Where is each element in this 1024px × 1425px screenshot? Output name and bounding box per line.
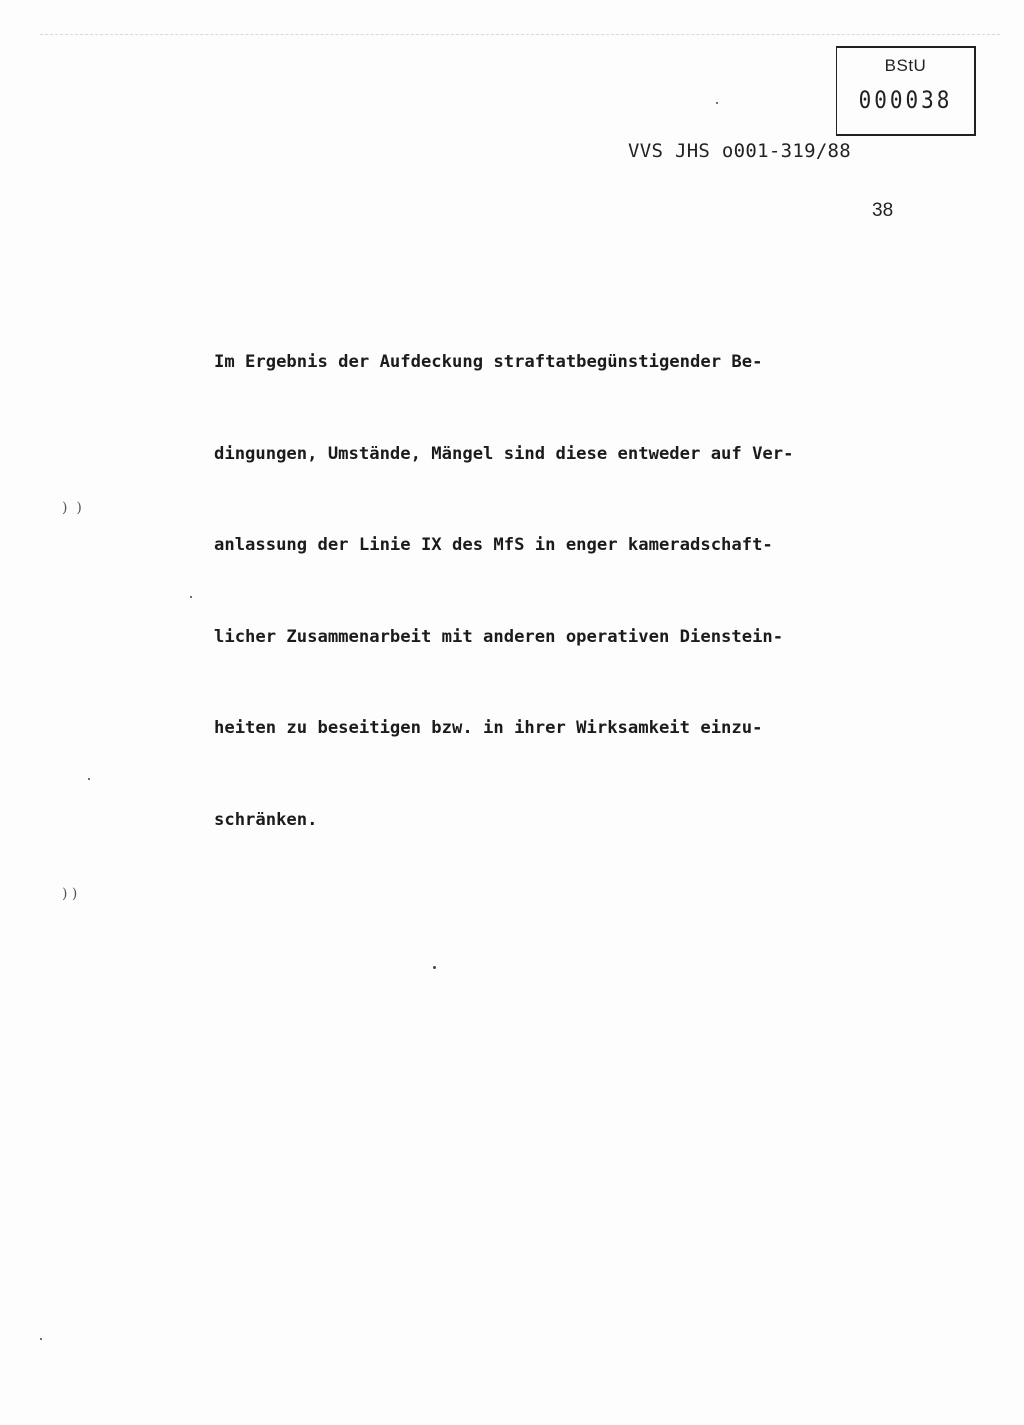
stamp-label: BStU <box>884 56 927 75</box>
scan-speck <box>190 596 192 598</box>
body-line-6: schränken. <box>214 809 318 830</box>
punch-hole-mark-upper: ) ) <box>62 500 82 516</box>
scan-speck <box>40 1338 42 1340</box>
page-top-edge <box>40 34 1000 35</box>
body-paragraph <box>214 286 874 896</box>
body-line-2: dingungen, Umstände, Mängel sind diese entweder auf Ver- <box>214 443 794 464</box>
scan-speck <box>433 966 436 969</box>
scan-speck <box>88 778 90 780</box>
body-line-4: licher Zusammenarbeit mit anderen operativen Dienstein- <box>214 626 784 647</box>
body-line-3: anlassung der Linie IX des MfS in enger kameradschaft- <box>214 535 773 555</box>
archive-stamp <box>836 46 976 136</box>
body-line-1: Im Ergebnis der Aufdeckung straftatbegünstigender Be- <box>214 352 763 372</box>
stamp-number: 000038 <box>858 86 953 114</box>
page-number: 38 <box>872 200 894 221</box>
scan-speck <box>716 102 718 104</box>
punch-hole-mark-lower: ) ) <box>62 886 78 902</box>
document-reference: VVS JHS o001-319/88 <box>628 140 852 162</box>
body-line-5: heiten zu beseitigen bzw. in ihrer Wirksamkeit einzu- <box>214 718 763 738</box>
